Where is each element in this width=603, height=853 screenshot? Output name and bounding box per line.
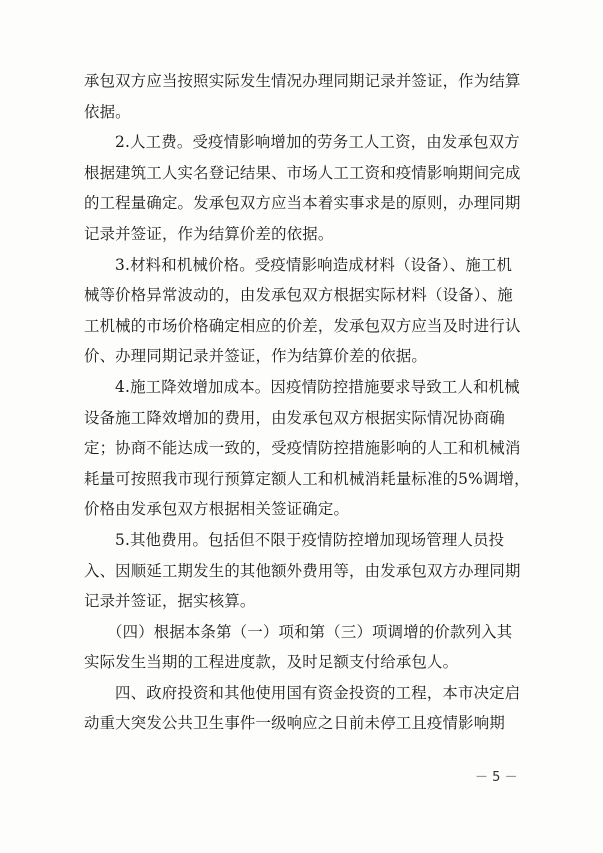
page-number: － 5 － xyxy=(475,770,518,785)
text-line: （四）根据本条第（一）项和第（三）项调增的价款列入其 xyxy=(107,622,513,641)
text-line: 2.人工费。受疫情影响增加的劳务工人工资，由发承包双方 xyxy=(115,133,520,152)
text-line: 4.施工降效增加成本。因疫情防控措施要求导致工人和机械 xyxy=(115,377,520,396)
text-line: 价、办理同期记录并签证，作为结算价差的依据。 xyxy=(84,347,427,366)
text-line: 耗量可按照我市现行预算定额人工和机械消耗量标准的5%调增， xyxy=(84,469,530,488)
text-line: 械等价格异常波动的，由发承包双方根据实际材料（设备）、施 xyxy=(84,286,513,305)
text-line: 工机械的市场价格确定相应的价差，发承包双方应当及时进行认 xyxy=(84,316,521,335)
text-line: 实际发生当期的工程进度款，及时足额支付给承包人。 xyxy=(84,653,459,672)
text-line: 入、因顺延工期发生的其他额外费用等，由发承包双方办理同期 xyxy=(84,561,521,580)
text-line: 的工程量确定。发承包双方应当本着实事求是的原则，办理同期 xyxy=(84,194,521,213)
body-text xyxy=(84,66,530,739)
text-line: 依据。 xyxy=(84,102,131,121)
text-line: 5.其他费用。包括但不限于疫情防控增加现场管理人员投 xyxy=(115,530,505,549)
text-line: 承包双方应当按照实际发生情况办理同期记录并签证，作为结算 xyxy=(84,72,521,90)
text-line: 记录并签证，作为结算价差的依据。 xyxy=(84,224,334,243)
text-line: 动重大突发公共卫生事件一级响应之日前未停工且疫情影响期 xyxy=(84,714,505,733)
text-line: 设备施工降效增加的费用，由发承包双方根据实际情况协商确 xyxy=(84,408,505,427)
text-line: 四、政府投资和其他使用国有资金投资的工程，本市决定启 xyxy=(115,683,521,702)
text-line: 价格由发承包双方根据相关签证确定。 xyxy=(84,500,350,519)
text-line: 定；协商不能达成一致的，受疫情防控措施影响的人工和机械消 xyxy=(84,439,521,458)
text-line: 根据建筑工人实名登记结果、市场人工工资和疫情影响期间完成 xyxy=(84,163,521,182)
text-line: 记录并签证，据实核算。 xyxy=(84,592,256,611)
text-line: 3.材料和机械价格。受疫情影响造成材料（设备）、施工机 xyxy=(115,255,513,274)
